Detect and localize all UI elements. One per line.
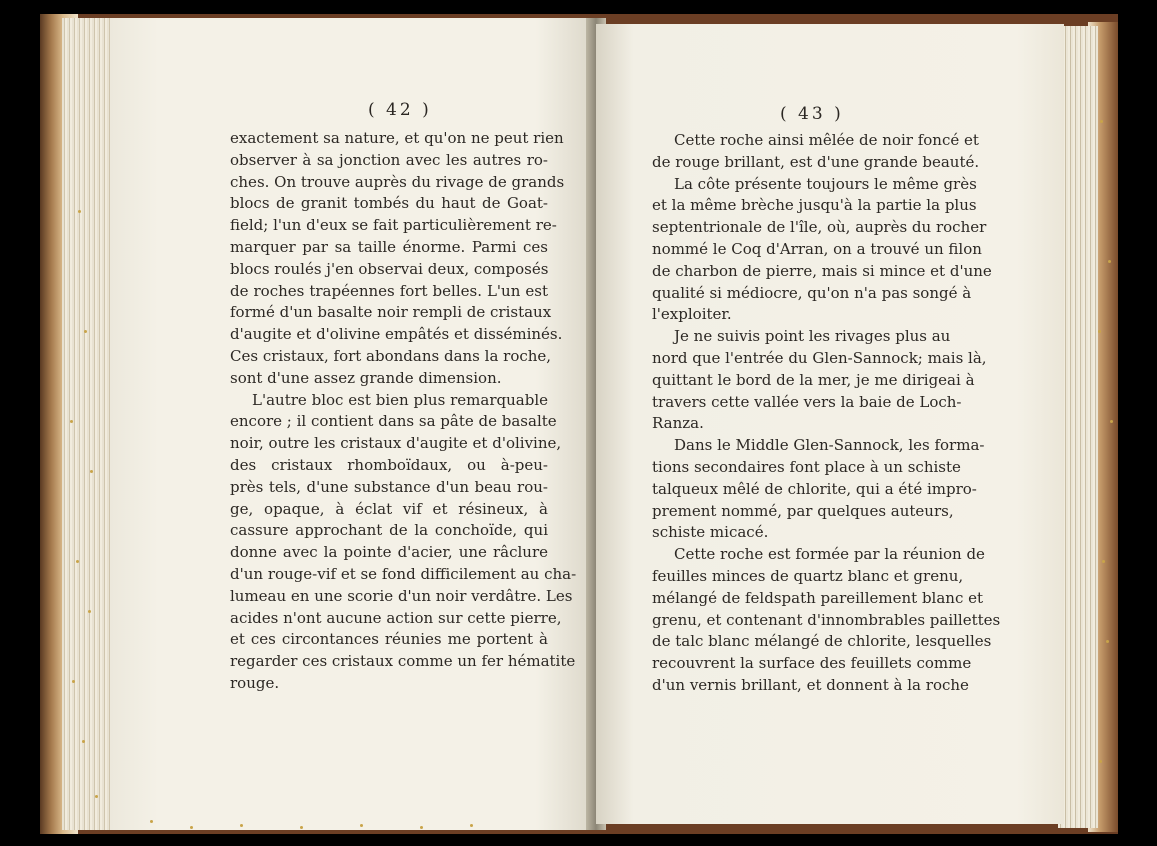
text-line: de roches trapéennes fort belles. L'un est: [230, 281, 548, 300]
gilt-speck: [300, 826, 303, 829]
gilt-speck: [88, 610, 91, 613]
gilt-speck: [1110, 420, 1113, 423]
text-line: La côte présente toujours le même grès: [674, 174, 977, 193]
text-line: donne avec la pointe d'acier, une râclure: [230, 543, 548, 562]
gilt-speck: [150, 820, 153, 823]
gilt-speck: [84, 330, 87, 333]
text-line: septentrionale de l'île, où, auprès du rocher: [652, 218, 987, 237]
text-line: des cristaux rhomboïdaux, ou à-peu-: [230, 455, 548, 474]
text-line: l'exploiter.: [652, 305, 732, 324]
text-line: quittant le bord de la mer, je me dirigeai à: [652, 370, 975, 389]
text-line: regarder ces cristaux comme un fer hématite: [230, 652, 576, 671]
text-line: noir, outre les cristaux d'augite et d'olivine,: [230, 434, 562, 453]
text-line: observer à sa jonction avec les autres ro-: [230, 150, 548, 169]
gilt-speck: [90, 470, 93, 473]
gilt-speck: [1102, 560, 1105, 563]
text-line: feuilles minces de quartz blanc et grenu,: [652, 566, 964, 585]
right-page-text: [652, 130, 1001, 697]
gilt-speck: [1106, 640, 1109, 643]
text-line: qualité si médiocre, qu'on n'a pas songé à: [652, 283, 972, 302]
right-page-number: ( 43 ): [780, 104, 844, 124]
text-line: encore ; il contient dans sa pâte de basalte: [230, 412, 557, 431]
text-line: formé d'un basalte noir rempli de cristaux: [230, 303, 552, 322]
text-line: travers cette vallée vers la baie de Loch-: [652, 392, 962, 411]
text-line: près tels, d'une substance d'un beau rou-: [230, 477, 548, 496]
text-line: blocs de granit tombés du haut de Goat-: [230, 194, 548, 213]
gilt-speck: [76, 560, 79, 563]
text-line: schiste micacé.: [652, 523, 769, 542]
text-line: Cette roche est formée par la réunion de: [674, 545, 985, 564]
text-line: talqueux mêlé de chlorite, qui a été impro-: [652, 479, 977, 498]
text-line: Je ne suivis point les rivages plus au: [674, 327, 951, 346]
gilt-speck: [1098, 330, 1101, 333]
text-line: Cette roche ainsi mêlée de noir foncé et: [674, 131, 979, 149]
text-line: nord que l'entrée du Glen-Sannock; mais là,: [652, 348, 987, 367]
gilt-speck: [470, 824, 473, 827]
text-line: prement nommé, par quelques auteurs,: [652, 501, 954, 520]
gilt-speck: [70, 420, 73, 423]
gilt-speck: [240, 824, 243, 827]
text-line: blocs roulés j'en observai deux, composés: [230, 259, 549, 278]
text-line: acides n'ont aucune action sur cette pierre,: [230, 608, 562, 627]
gilt-speck: [190, 826, 193, 829]
text-line: ge, opaque, à éclat vif et résineux, à: [230, 499, 548, 518]
text-line: Dans le Middle Glen-Sannock, les forma-: [674, 436, 985, 455]
text-line: de rouge brillant, est d'une grande beauté.: [652, 152, 980, 171]
text-line: nommé le Coq d'Arran, on a trouvé un filon: [652, 239, 982, 258]
gilt-speck: [95, 795, 98, 798]
text-line: ches. On trouve auprès du rivage de grands: [230, 172, 565, 191]
text-line: et ces circontances réunies me portent à: [230, 630, 548, 649]
gilt-speck: [72, 680, 75, 683]
text-line: marquer par sa taille énorme. Parmi ces: [230, 237, 548, 256]
text-line: sont d'une assez grande dimension.: [230, 368, 502, 387]
text-line: lumeau en une scorie d'un noir verdâtre. Les: [230, 586, 573, 605]
left-page: [110, 18, 594, 830]
text-line: d'un rouge-vif et se fond difficilement au cha-: [230, 564, 577, 583]
text-line: cassure approchant de la conchoïde, qui: [230, 521, 548, 540]
text-line: et la même brèche jusqu'à la partie la plus: [652, 196, 977, 215]
text-line: rouge.: [230, 673, 280, 692]
gilt-speck: [420, 826, 423, 829]
text-line: Ces cristaux, fort abondans dans la roche,: [230, 346, 552, 365]
gilt-speck: [78, 210, 81, 213]
text-line: de charbon de pierre, mais si mince et d'une: [652, 261, 992, 280]
text-line: Ranza.: [652, 414, 704, 433]
right-page: [596, 24, 1064, 824]
text-line: field; l'un d'eux se fait particulièrement re-: [230, 216, 557, 235]
gilt-speck: [1100, 120, 1103, 123]
left-page-text: [230, 128, 577, 695]
gilt-speck: [1108, 260, 1111, 263]
gilt-speck: [1099, 760, 1102, 763]
text-line: de talc blanc mélangé de chlorite, lesquelles: [652, 632, 992, 651]
text-line: grenu, et contenant d'innombrables paillettes: [652, 610, 1001, 629]
text-line: exactement sa nature, et qu'on ne peut rien: [230, 129, 564, 147]
text-line: tions secondaires font place à un schiste: [652, 457, 961, 476]
left-page-number: ( 42 ): [368, 100, 432, 120]
text-line: d'augite et d'olivine empâtés et disséminés.: [230, 325, 563, 344]
text-line: L'autre bloc est bien plus remarquable: [252, 390, 548, 409]
text-line: mélangé de feldspath pareillement blanc et: [652, 588, 984, 607]
right-page-edges: [1058, 26, 1098, 828]
text-line: recouvrent la surface des feuillets comme: [652, 654, 972, 673]
gilt-speck: [360, 824, 363, 827]
text-line: d'un vernis brillant, et donnent à la roche: [652, 675, 969, 694]
gilt-speck: [82, 740, 85, 743]
